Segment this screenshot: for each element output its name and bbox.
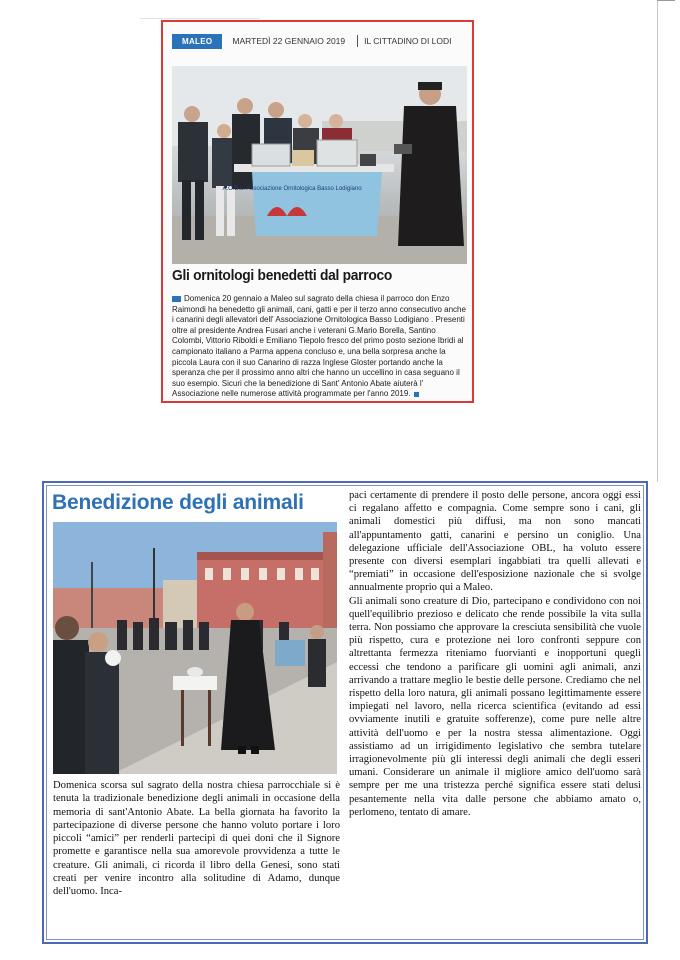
article-body	[172, 294, 467, 400]
scan-corner	[657, 0, 675, 9]
header-divider	[357, 35, 358, 47]
section-tag: MALEO	[172, 34, 222, 49]
paragraph-marker-icon	[172, 296, 181, 302]
blessing-photo	[53, 522, 337, 774]
ornithologists-photo-art	[172, 66, 467, 264]
newspaper-name: IL CITTADINO DI LODI	[364, 36, 452, 46]
association-banner: A.O.B.L. Associazione Ornitologica Basso Lodigiano	[222, 186, 362, 192]
bulletin-title: Benedizione degli animali	[52, 491, 304, 514]
article-headline: Gli ornitologi benedetti dal parroco	[172, 267, 393, 284]
end-marker-icon	[414, 392, 419, 397]
scan-edge-right	[657, 0, 658, 482]
bulletin-text-right	[349, 489, 641, 819]
bulletin-text-left: Domenica scorsa sul sagrato della nostra chiesa parrocchiale si è tenuta la tradizionale benedizione degli animali in occasione della memoria di sant'Antonio Abate. La bella giornata ha favorito la partecipazione di diverse persone che hanno voluto portare i loro piccoli “amici” per renderli partecipi di quei doni che il Signore promette e garantisce nella sua amorevole provvidenza a tutte le creature. Gli animali, ci ricorda il libro della Genesi, sono stati creati per venire incontro alla solitudine di Adamo, dunque dell'uomo. Inca-	[53, 780, 340, 898]
clipping-header	[172, 30, 465, 52]
scan-edge-top	[140, 18, 260, 19]
blessing-photo-art	[53, 522, 337, 774]
priest-figure	[394, 82, 464, 246]
newspaper-clipping-cittadino	[161, 20, 474, 403]
ornithologists-photo	[172, 66, 467, 264]
bulletin-paragraph-2: Gli animali sono creature di Dio, partecipano e condividono con noi quell'equilibrio prezioso e delicato che rende possibile la vita sulla terra. Non possiamo che approvare la cresciuta sensibilità che vuole più rispetto, cura e protezione nei loro confronti seppure con altrettanta fermezza riteniamo fuorvianti e inopportuni quegli eccessi che tendono a parificare gli uomini agli animali, anzi arrivando a trattare meglio le bestie delle persone. Crediamo che nel rispetto della loro natura, gli animali possano legittimamente essere impiegati nel lavoro, nella ricerca scientifica (evitando ad essi ovviamente inutili e gratuite sofferenze), come pure nelle altre attività dell'uomo e per la nostra stessa alimentazione. Oggi assistiamo ad un irrigidimento legislativo che sembra tutelare irragionevolmente più gli interessi degli animali che degli esseri umani. Considerare un animale il migliore amico dell'uomo sarà sempre per me una tristezza perché significa essere stati delusi pesantemente nella vita dalle persone che abbiamo amato o, perlomeno, tentato di amare.	[349, 595, 641, 818]
article-text: Domenica 20 gennaio a Maleo sul sagrato della chiesa il parroco don Enzo Raimondi ha benedetto gli animali, cani, gatti e per il terzo anno consecutivo anche i canarini degli allevatori dell' Associazione Ornitologica Basso Lodigiano . Presenti oltre al presidente Andrea Fusari anche i veterani G.Mario Borella, Santino Colombi, Vittorio Riboldi e Emiliano Tiepolo fresco del primo posto sezione Ibridi al campionato italiano a Parma appena concluso e, una bella sorpresa anche la piccola Laura con il suo Canarino di razza Inglese Gloster portando anche la speranza che per il prossimo anno altri che hanno un uccellino in casa seguano il suo esempio. Sicuri che la benedizione di Sant' Antonio Abate aiuterà l' Associazione nelle numerose attività programmate per l'anno 2019.	[172, 294, 466, 399]
publication-date: MARTEDÌ 22 GENNAIO 2019	[232, 36, 346, 46]
parish-bulletin-clipping	[42, 481, 648, 944]
bulletin-paragraph-1: paci certamente di prendere il posto delle persone, ancora oggi essi ci regalano affetto e compagnia. Come sempre sono i cani, gli animali domestici più diffusi, ma non sono mancati all'appuntamento gatti, canarini e persino un coniglio. Una delegazione ufficiale dell'Associazione OBL, ha voluto essere presente con diversi esemplari ingabbiati tra quelli allevati e “premiati” in occasione dell'esposizione nazionale che si svolge annualmente proprio qui a Maleo.	[349, 490, 641, 594]
